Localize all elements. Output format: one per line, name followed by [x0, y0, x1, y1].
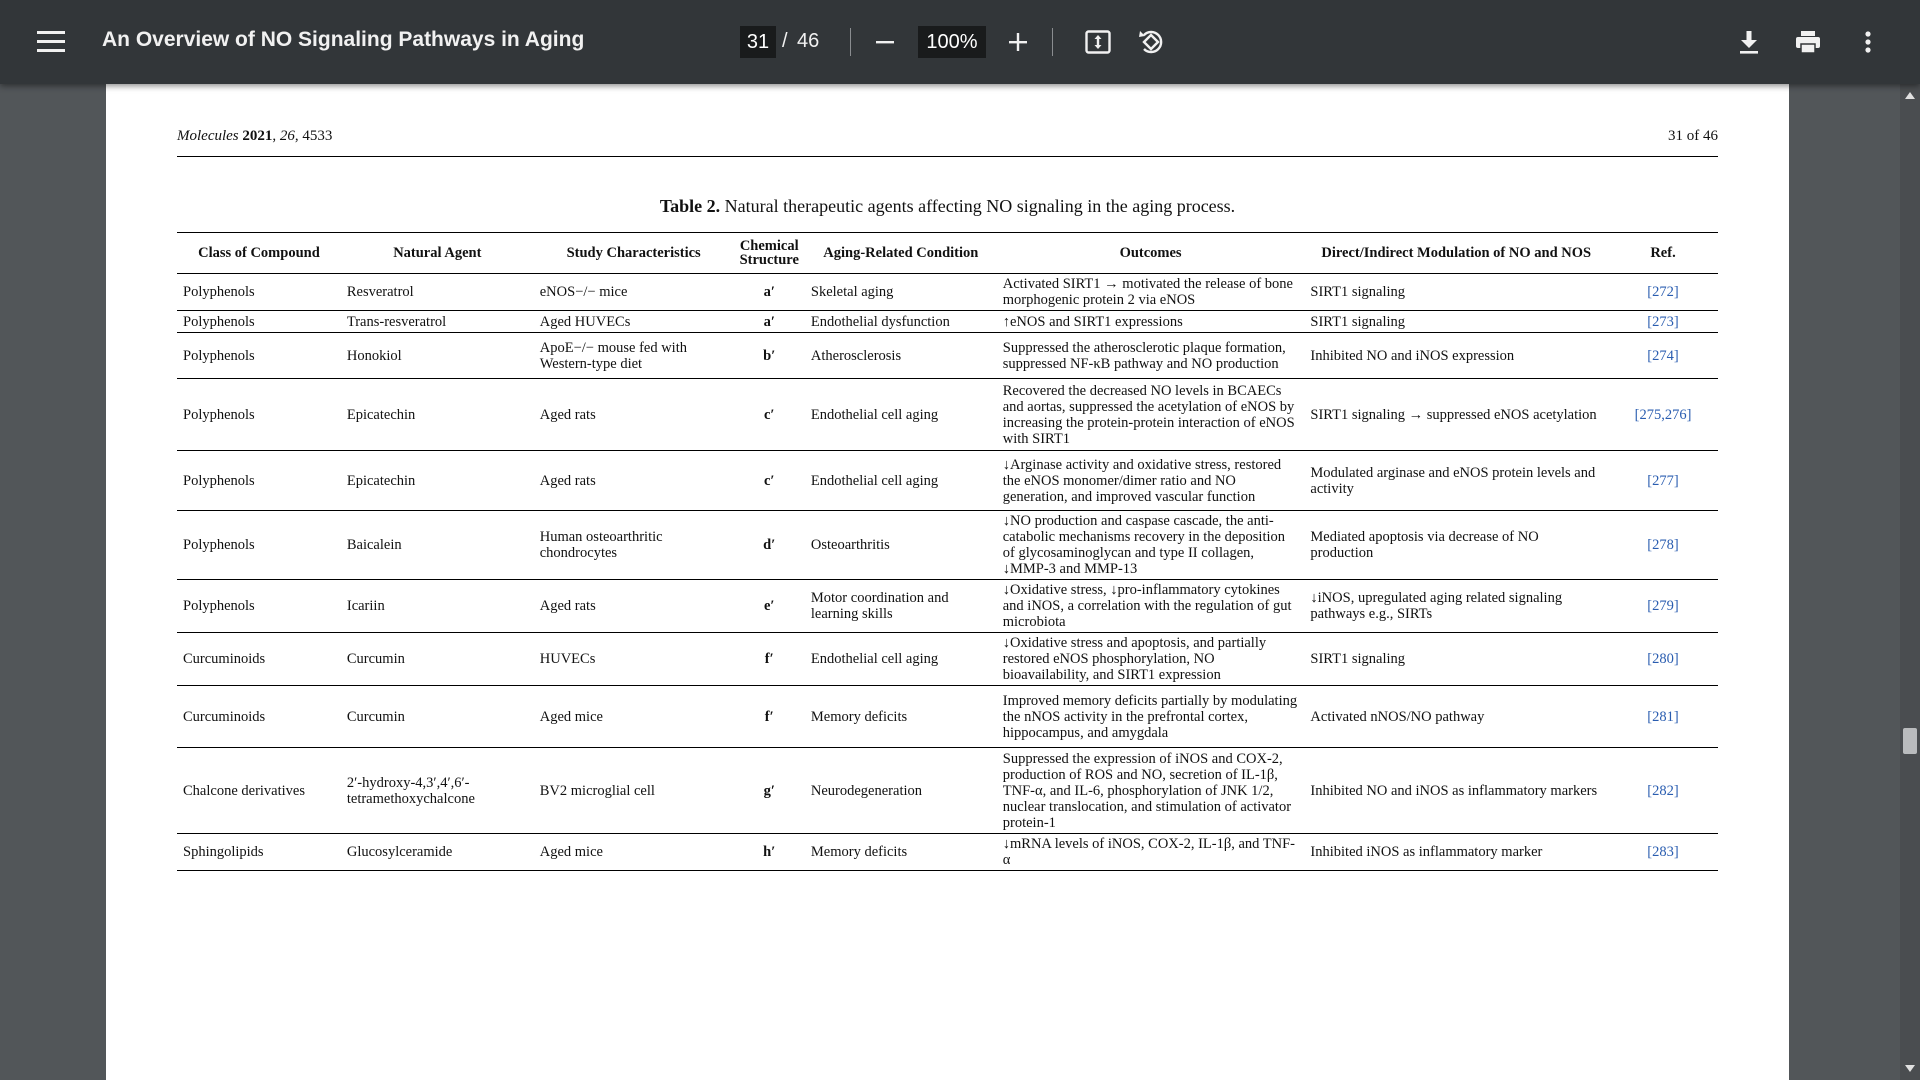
cell-class: Polyphenols: [177, 311, 341, 333]
cell-condition: Memory deficits: [805, 834, 997, 871]
fit-to-page-button[interactable]: [1079, 23, 1117, 61]
scroll-up-icon[interactable]: [1905, 92, 1915, 99]
cell-outcomes: Suppressed the expression of iNOS and COX-2, production of ROS and NO, secretion of IL-1β, TNF-α, and IL-6, phosphorylation of JNK 1/2, nuclear translocation, and stimulation of activator protein-1: [997, 748, 1305, 834]
cell-outcomes: ↓Oxidative stress and apoptosis, and partially restored eNOS phosphorylation, NO bioavailability, and SIRT1 expression: [997, 633, 1305, 686]
cell-class: Polyphenols: [177, 451, 341, 511]
cell-agent: 2′-hydroxy-4,3′,4′,6′-tetramethoxychalcone: [341, 748, 534, 834]
cell-study: HUVECs: [534, 633, 734, 686]
cell-condition: Atherosclerosis: [805, 333, 997, 379]
article-number: 4533: [302, 128, 333, 144]
cell-modulation: SIRT1 signaling: [1304, 274, 1608, 311]
cell-ref[interactable]: [282]: [1608, 748, 1718, 834]
column-header: Study Characteristics: [534, 233, 734, 274]
table-row: [177, 748, 1718, 834]
cell-agent: Curcumin: [341, 633, 534, 686]
cell-modulation: SIRT1 signaling: [1304, 633, 1608, 686]
cell-modulation: Inhibited NO and iNOS expression: [1304, 333, 1608, 379]
cell-structure: d′: [734, 511, 805, 580]
cell-structure: a′: [734, 311, 805, 333]
cell-agent: Baicalein: [341, 511, 534, 580]
pdf-toolbar: [0, 0, 1920, 84]
table-row: [177, 333, 1718, 379]
cell-ref[interactable]: [274]: [1608, 333, 1718, 379]
cell-ref[interactable]: [272]: [1608, 274, 1718, 311]
cell-outcomes: Suppressed the atherosclerotic plaque formation, suppressed NF-κB pathway and NO production: [997, 333, 1305, 379]
cell-class: Curcuminoids: [177, 633, 341, 686]
cell-condition: Memory deficits: [805, 686, 997, 748]
cell-study: Aged HUVECs: [534, 311, 734, 333]
cell-ref[interactable]: [275,276]: [1608, 379, 1718, 451]
cell-modulation: SIRT1 signaling → suppressed eNOS acetylation: [1304, 379, 1608, 451]
cell-class: Polyphenols: [177, 274, 341, 311]
table-row: [177, 834, 1718, 871]
cell-agent: Epicatechin: [341, 379, 534, 451]
journal-name: Molecules: [177, 128, 239, 144]
cell-agent: Resveratrol: [341, 274, 534, 311]
cell-structure: g′: [734, 748, 805, 834]
cell-modulation: Activated nNOS/NO pathway: [1304, 686, 1608, 748]
column-header: Direct/Indirect Modulation of NO and NOS: [1304, 233, 1608, 274]
table-row: [177, 379, 1718, 451]
cell-outcomes: ↓Arginase activity and oxidative stress, restored the eNOS monomer/dimer ratio and NO generation, and improved vascular function: [997, 451, 1305, 511]
scroll-down-icon[interactable]: [1905, 1065, 1915, 1072]
cell-structure: e′: [734, 580, 805, 633]
table-row: [177, 686, 1718, 748]
table-row: [177, 511, 1718, 580]
cell-outcomes: ↓Oxidative stress, ↓pro-inflammatory cytokines and iNOS, a correlation with the regulation of gut microbiota: [997, 580, 1305, 633]
cell-ref[interactable]: [281]: [1608, 686, 1718, 748]
toolbar-divider: [850, 28, 851, 56]
cell-condition: Motor coordination and learning skills: [805, 580, 997, 633]
page-number-input[interactable]: 31: [740, 26, 776, 58]
more-vertical-icon: [1864, 30, 1872, 54]
download-icon: [1737, 29, 1761, 55]
column-header: Ref.: [1608, 233, 1718, 274]
table-row: [177, 633, 1718, 686]
column-header: Chemical Structure: [734, 233, 805, 274]
cell-ref[interactable]: [279]: [1608, 580, 1718, 633]
cell-ref[interactable]: [283]: [1608, 834, 1718, 871]
cell-agent: Glucosylceramide: [341, 834, 534, 871]
journal-volume: 26: [279, 128, 295, 144]
cell-condition: Skeletal aging: [805, 274, 997, 311]
cell-study: Aged rats: [534, 451, 734, 511]
column-header: Aging-Related Condition: [805, 233, 997, 274]
caption-label: Table 2.: [659, 196, 721, 216]
minus-icon: [875, 32, 895, 52]
plus-icon: [1008, 32, 1028, 52]
print-icon: [1794, 29, 1822, 55]
cell-outcomes: Improved memory deficits partially by modulating the nNOS activity in the prefrontal cortex, hippocampus, and amygdala: [997, 686, 1305, 748]
fit-page-icon: [1084, 28, 1112, 56]
page-of-total: 31 of 46: [1668, 128, 1718, 144]
cell-modulation: Mediated apoptosis via decrease of NO production: [1304, 511, 1608, 580]
caption-text: Natural therapeutic agents affecting NO signaling in the aging process.: [724, 196, 1236, 216]
cell-condition: Endothelial cell aging: [805, 633, 997, 686]
download-button[interactable]: [1730, 23, 1768, 61]
cell-class: Chalcone derivatives: [177, 748, 341, 834]
table-row: [177, 451, 1718, 511]
cell-class: Polyphenols: [177, 511, 341, 580]
table-caption: [177, 196, 1718, 217]
cell-class: Curcuminoids: [177, 686, 341, 748]
cell-structure: c′: [734, 451, 805, 511]
scrollbar-thumb[interactable]: [1903, 728, 1917, 754]
column-header: Natural Agent: [341, 233, 534, 274]
more-options-button[interactable]: [1849, 23, 1887, 61]
document-viewer: [0, 84, 1920, 1080]
table-body: [177, 274, 1718, 871]
cell-study: Aged rats: [534, 379, 734, 451]
zoom-in-button[interactable]: [999, 23, 1037, 61]
pdf-page: [106, 84, 1789, 1080]
cell-condition: Endothelial cell aging: [805, 379, 997, 451]
cell-study: Aged mice: [534, 686, 734, 748]
cell-study: Aged rats: [534, 580, 734, 633]
print-button[interactable]: [1789, 23, 1827, 61]
cell-modulation: Inhibited iNOS as inflammatory marker: [1304, 834, 1608, 871]
cell-study: ApoE−/− mouse fed with Western-type diet: [534, 333, 734, 379]
cell-study: Aged mice: [534, 834, 734, 871]
cell-agent: Epicatechin: [341, 451, 534, 511]
cell-class: Polyphenols: [177, 333, 341, 379]
cell-condition: Endothelial dysfunction: [805, 311, 997, 333]
cell-condition: Neurodegeneration: [805, 748, 997, 834]
cell-agent: Honokiol: [341, 333, 534, 379]
document-title: An Overview of NO Signaling Pathways in Aging: [102, 28, 585, 51]
zoom-out-button[interactable]: [866, 23, 904, 61]
cell-structure: b′: [734, 333, 805, 379]
cell-study: eNOS−/− mice: [534, 274, 734, 311]
column-header: Outcomes: [997, 233, 1305, 274]
cell-condition: Osteoarthritis: [805, 511, 997, 580]
cell-study: Human osteoarthritic chondrocytes: [534, 511, 734, 580]
cell-modulation: Modulated arginase and eNOS protein levels and activity: [1304, 451, 1608, 511]
header-rule: [177, 156, 1718, 157]
rotate-icon: [1136, 27, 1166, 57]
cell-study: BV2 microglial cell: [534, 748, 734, 834]
cell-structure: c′: [734, 379, 805, 451]
cell-modulation: ↓iNOS, upregulated aging related signaling pathways e.g., SIRTs: [1304, 580, 1608, 633]
cell-outcomes: Activated SIRT1 → motivated the release of bone morphogenic protein 2 via eNOS: [997, 274, 1305, 311]
zoom-level-input[interactable]: 100%: [918, 26, 986, 58]
journal-year: 2021: [242, 128, 273, 144]
toolbar-divider: [1052, 28, 1053, 56]
data-table: [177, 232, 1718, 871]
cell-ref[interactable]: [280]: [1608, 633, 1718, 686]
cell-outcomes: Recovered the decreased NO levels in BCAECs and aortas, suppressed the acetylation of eNOS by increasing the protein-protein interaction of eNOS with SIRT1: [997, 379, 1305, 451]
cell-modulation: SIRT1 signaling: [1304, 311, 1608, 333]
cell-outcomes: ↓NO production and caspase cascade, the anti-catabolic mechanisms recovery in the deposition of glycosaminoglycan and type II collagen, ↓MMP-3 and MMP-13: [997, 511, 1305, 580]
cell-class: Sphingolipids: [177, 834, 341, 871]
cell-outcomes: ↑eNOS and SIRT1 expressions: [997, 311, 1305, 333]
cell-outcomes: ↓mRNA levels of iNOS, COX-2, IL-1β, and TNF-α: [997, 834, 1305, 871]
rotate-button[interactable]: [1132, 23, 1170, 61]
page-separator: /: [782, 30, 788, 52]
column-header: Class of Compound: [177, 233, 341, 274]
cell-structure: f′: [734, 633, 805, 686]
table-row: [177, 274, 1718, 311]
menu-icon[interactable]: [34, 27, 68, 57]
table-row: [177, 311, 1718, 333]
cell-class: Polyphenols: [177, 580, 341, 633]
cell-condition: Endothelial cell aging: [805, 451, 997, 511]
table-row: [177, 580, 1718, 633]
cell-agent: Trans-resveratrol: [341, 311, 534, 333]
cell-modulation: Inhibited NO and iNOS as inflammatory markers: [1304, 748, 1608, 834]
page-total: 46: [797, 30, 820, 52]
cell-class: Polyphenols: [177, 379, 341, 451]
cell-agent: Icariin: [341, 580, 534, 633]
cell-structure: h′: [734, 834, 805, 871]
table-header-row: [177, 233, 1718, 274]
cell-ref[interactable]: [277]: [1608, 451, 1718, 511]
cell-ref[interactable]: [278]: [1608, 511, 1718, 580]
cell-structure: f′: [734, 686, 805, 748]
cell-ref[interactable]: [273]: [1608, 311, 1718, 333]
vertical-scrollbar[interactable]: [1900, 84, 1920, 1080]
cell-structure: a′: [734, 274, 805, 311]
running-head: Molecules 2021, 26, 4533 31 of 46: [177, 128, 1718, 144]
cell-agent: Curcumin: [341, 686, 534, 748]
